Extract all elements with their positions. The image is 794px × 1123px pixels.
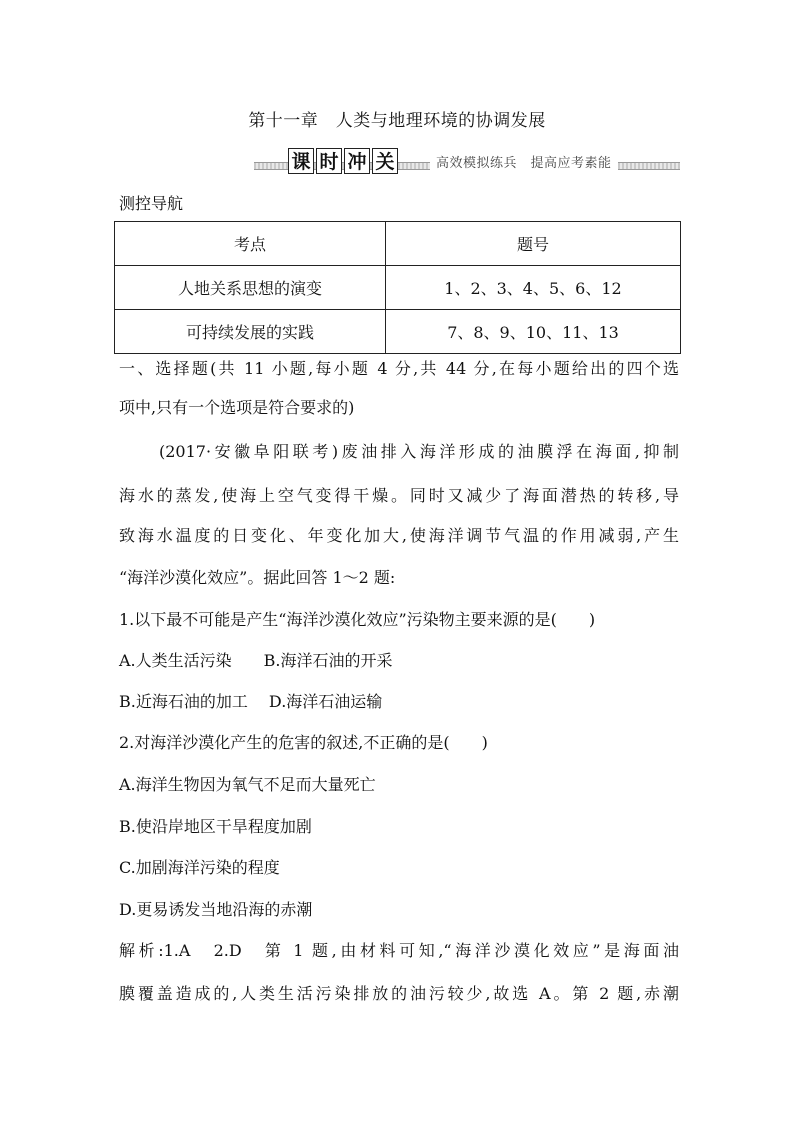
analysis-line: 解析:1.A 2.D 第 1 题,由材料可知,“海洋沙漠化效应”是海面油 xyxy=(119,941,679,960)
banner-slogan: 高效模拟练兵 提高应考素能 xyxy=(430,152,618,171)
banner-char: 关 xyxy=(372,148,398,174)
chapter-title: 第十一章 人类与地理环境的协调发展 xyxy=(248,111,546,131)
table-cell: 1、2、3、4、5、6、12 xyxy=(386,266,681,310)
table-header-cell: 考点 xyxy=(115,222,386,266)
analysis-line: 膜覆盖造成的,人类生活污染排放的油污较少,故选 A。第 2 题,赤潮 xyxy=(119,984,679,1003)
banner-char: 课 xyxy=(288,148,314,174)
passage-line: 致海水温度的日变化、年变化加大,使海洋调节气温的作用减弱,产生 xyxy=(119,526,679,545)
part-heading-line: 项中,只有一个选项是符合要求的) xyxy=(119,398,355,417)
table-cell: 人地关系思想的演变 xyxy=(115,266,386,310)
navigation-table xyxy=(114,221,681,354)
part-heading-line: 一、选择题(共 11 小题,每小题 4 分,共 44 分,在每小题给出的四个选 xyxy=(119,359,679,378)
question-stem: 2.对海洋沙漠化产生的危害的叙述,不正确的是( ) xyxy=(119,733,488,752)
banner-char: 冲 xyxy=(344,148,370,174)
question-stem: 1.以下最不可能是产生“海洋沙漠化效应”污染物主要来源的是( ) xyxy=(119,610,596,629)
table-cell: 7、8、9、10、11、13 xyxy=(386,310,681,354)
table-header-cell: 题号 xyxy=(386,222,681,266)
passage-line: (2017·安徽阜阳联考)废油排入海洋形成的油膜浮在海面,抑制 xyxy=(159,442,679,461)
section-label: 测控导航 xyxy=(119,194,184,213)
table-row xyxy=(115,310,681,354)
table-cell: 可持续发展的实践 xyxy=(115,310,386,354)
banner-char: 时 xyxy=(316,148,342,174)
question-option: A.海洋生物因为氧气不足而大量死亡 xyxy=(119,775,376,794)
passage-line: “海洋沙漠化效应”。据此回答 1～2 题: xyxy=(119,568,396,587)
question-options: A.人类生活污染 B.海洋石油的开采 xyxy=(119,651,393,670)
passage-line: 海水的蒸发,使海上空气变得干燥。同时又减少了海面潜热的转移,导 xyxy=(119,486,679,505)
question-option: D.更易诱发当地沿海的赤潮 xyxy=(119,900,313,919)
question-option: C.加剧海洋污染的程度 xyxy=(119,858,280,877)
table-row xyxy=(115,266,681,310)
question-option: B.使沿岸地区干旱程度加剧 xyxy=(119,817,312,836)
lesson-banner xyxy=(254,148,680,174)
table-header-row xyxy=(115,222,681,266)
question-options: B.近海石油的加工 D.海洋石油运输 xyxy=(119,692,383,711)
banner-title xyxy=(288,148,398,174)
